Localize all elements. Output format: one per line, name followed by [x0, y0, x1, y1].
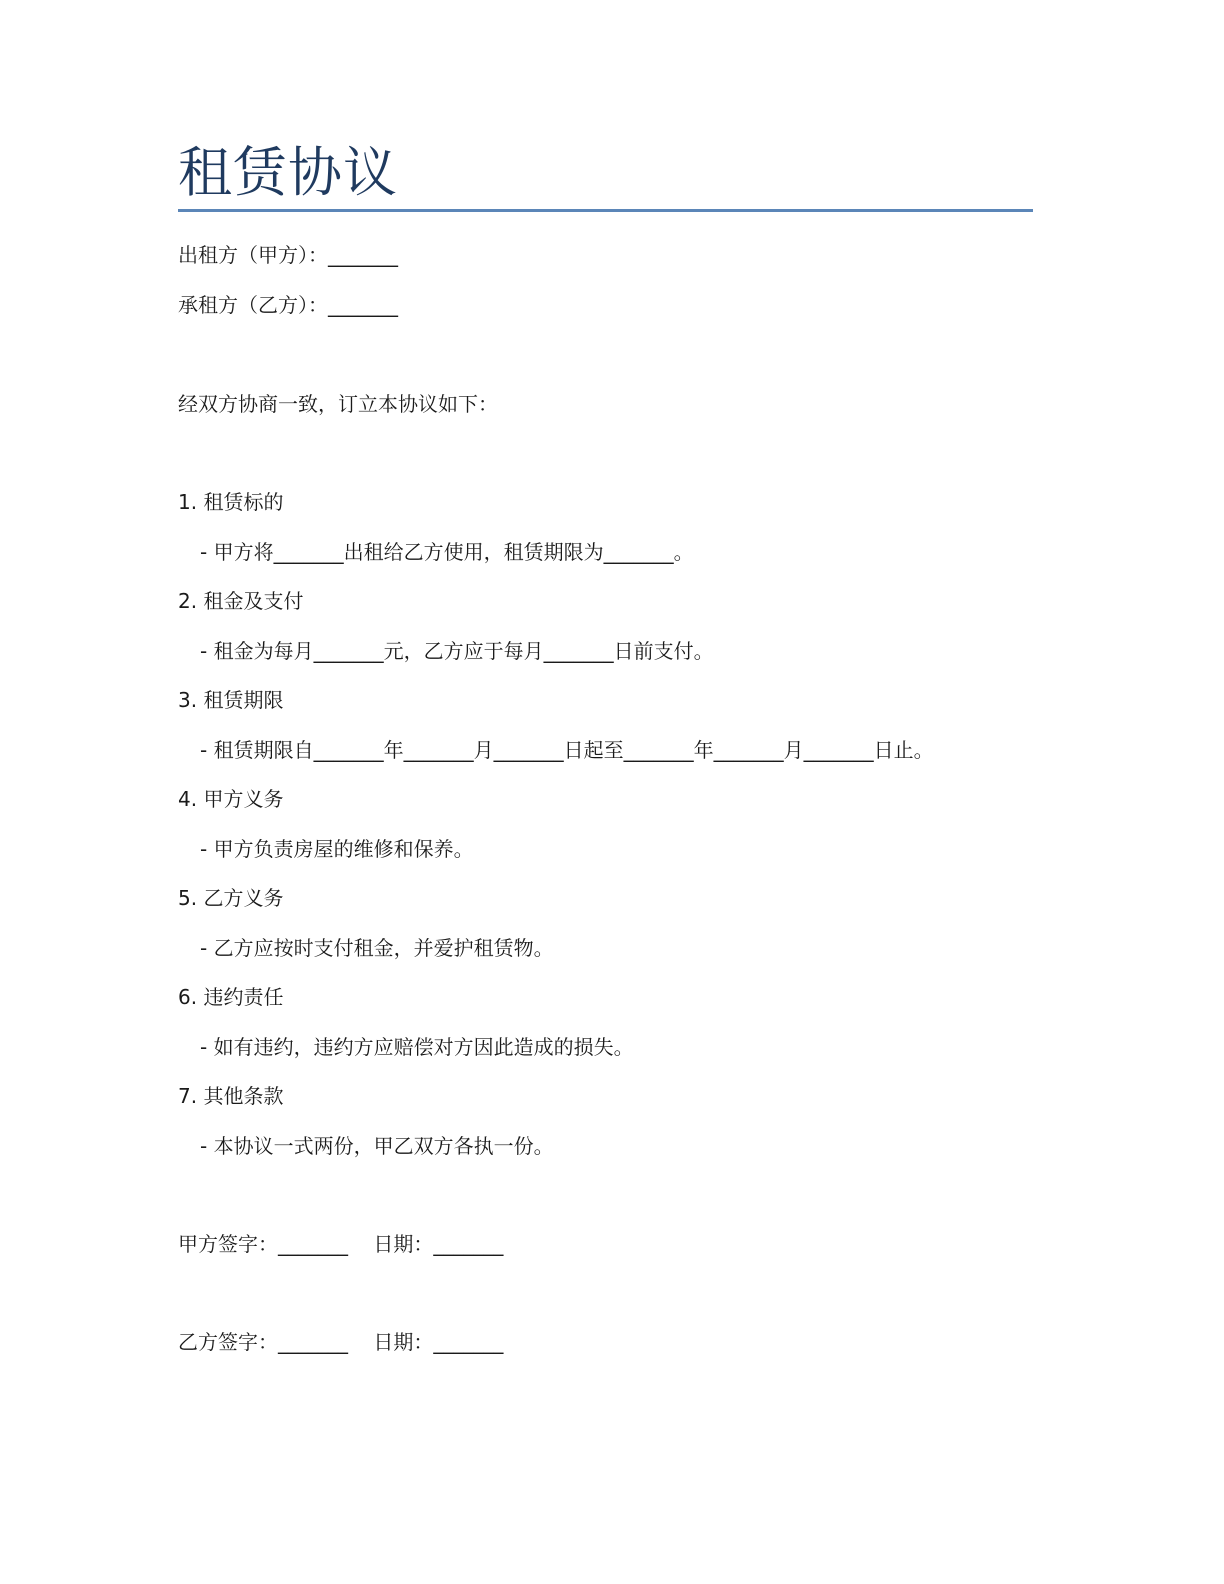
title-divider: [178, 209, 1033, 212]
intro-text: 经双方协商一致，订立本协议如下：: [178, 392, 498, 416]
section-heading: 5. 乙方义务: [178, 886, 284, 910]
section-heading: 7. 其他条款: [178, 1084, 284, 1108]
section-heading: 1. 租赁标的: [178, 490, 284, 514]
section-heading: 2. 租金及支付: [178, 589, 304, 613]
section-body: - 如有违约，违约方应赔偿对方因此造成的损失。: [200, 1035, 634, 1059]
section-heading: 4. 甲方义务: [178, 787, 284, 811]
section-heading: 3. 租赁期限: [178, 688, 284, 712]
document-title: 租赁协议: [178, 141, 398, 204]
section-body: - 甲方将_______出租给乙方使用，租赁期限为_______。: [200, 540, 694, 564]
section-body: - 租赁期限自_______年_______月_______日起至_______年_______月_______日止。: [200, 738, 934, 762]
section-body: - 甲方负责房屋的维修和保养。: [200, 837, 474, 861]
lessor-line: 出租方（甲方）：_______: [178, 243, 398, 267]
signature-party-a: 甲方签字：_______ 日期：_______: [178, 1232, 504, 1256]
section-body: - 本协议一式两份，甲乙双方各执一份。: [200, 1134, 554, 1158]
signature-party-b: 乙方签字：_______ 日期：_______: [178, 1330, 504, 1354]
section-heading: 6. 违约责任: [178, 985, 284, 1009]
section-body: - 租金为每月_______元，乙方应于每月_______日前支付。: [200, 639, 714, 663]
section-body: - 乙方应按时支付租金，并爱护租赁物。: [200, 936, 554, 960]
lessee-line: 承租方（乙方）：_______: [178, 293, 398, 317]
